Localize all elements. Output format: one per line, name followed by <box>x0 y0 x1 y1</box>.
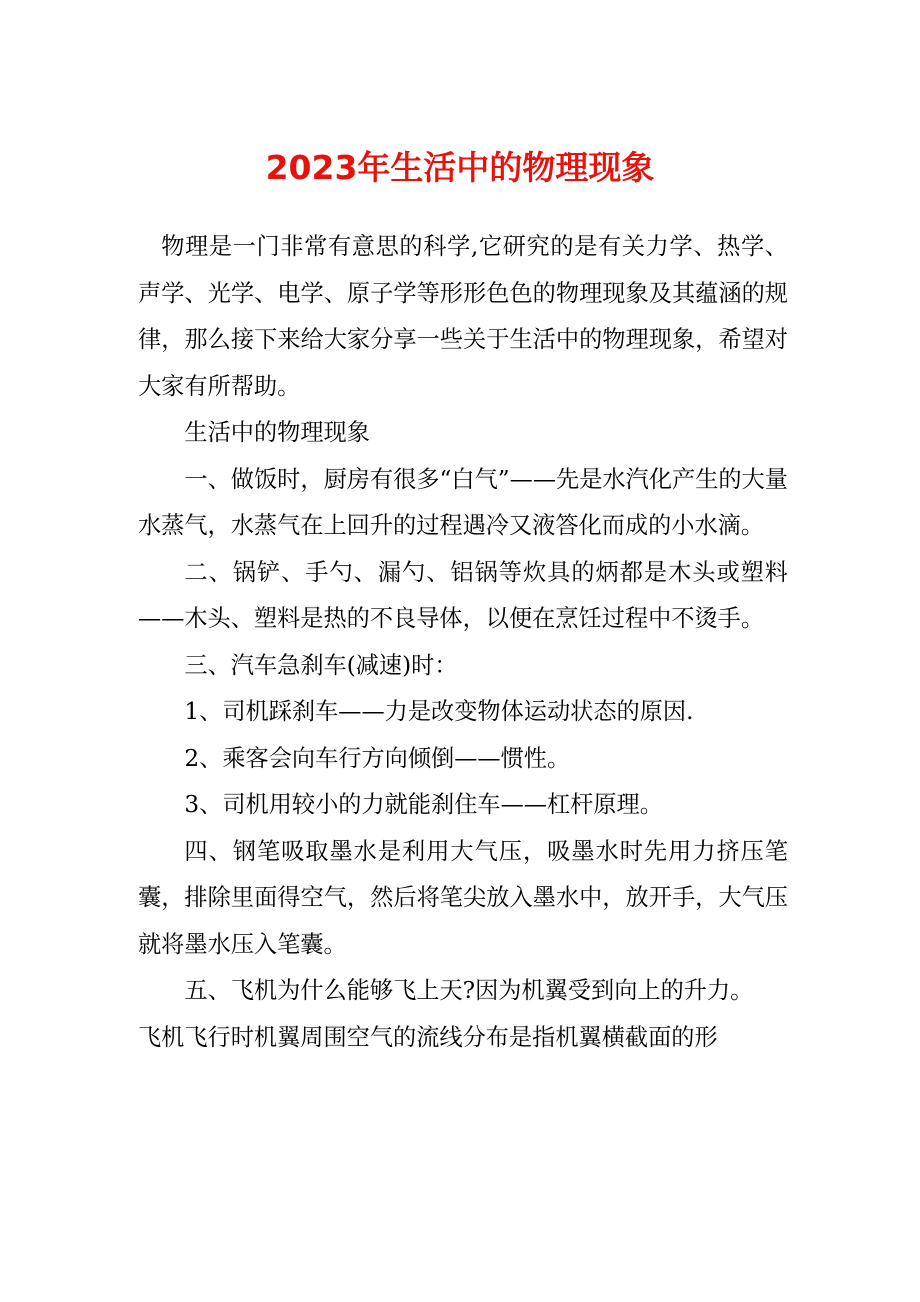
paragraph-cooking: 一、做饭时，厨房有很多“白气”——先是水汽化产生的大量水蒸气，水蒸气在上回升的过程遇冷又液答化而成的小水滴。 <box>138 465 788 539</box>
paragraph-airplane <box>138 968 806 1061</box>
airplane-line-1: 五、飞机为什么能够飞上天?因为机翼受到向上的升力。 <box>184 977 754 1004</box>
paragraph-braking: 三、汽车急刹车(减速)时： <box>184 651 458 679</box>
list-item-brake-force: 1、司机踩刹车——力是改变物体运动状态的原因. <box>184 698 694 725</box>
section-heading: 生活中的物理现象 <box>184 419 370 446</box>
list-item-lever: 3、司机用较小的力就能刹住车——杠杆原理。 <box>184 791 663 818</box>
paragraph-utensils: 二、锅铲、手勺、漏勺、铝锅等炊具的炳都是木头或塑料——木头、塑料是热的不良导体，以便在烹饪过程中不烫手。 <box>138 558 788 632</box>
intro-paragraph: 物理是一门非常有意思的科学,它研究的是有关力学、热学、声学、光学、电学、原子学等形形色色的物理现象及其蕴涵的规律，那么接下来给大家分享一些关于生活中的物理现象，希望对大家有所帮助。 <box>138 233 788 400</box>
airplane-line-2: 飞机飞行时机翼周围空气的流线分布是指机翼横截面的形 <box>138 1023 718 1051</box>
document-body <box>138 224 788 1061</box>
document-title: 2023年生活中的物理现象 <box>265 148 655 187</box>
list-item-inertia: 2、乘客会向车行方向倾倒——惯性。 <box>184 744 571 772</box>
paragraph-fountain-pen: 四、钢笔吸取墨水是利用大气压，吸墨水时先用力挤压笔囊，排除里面得空气，然后将笔尖放入墨水中，放开手，大气压就将墨水压入笔囊。 <box>138 837 788 958</box>
